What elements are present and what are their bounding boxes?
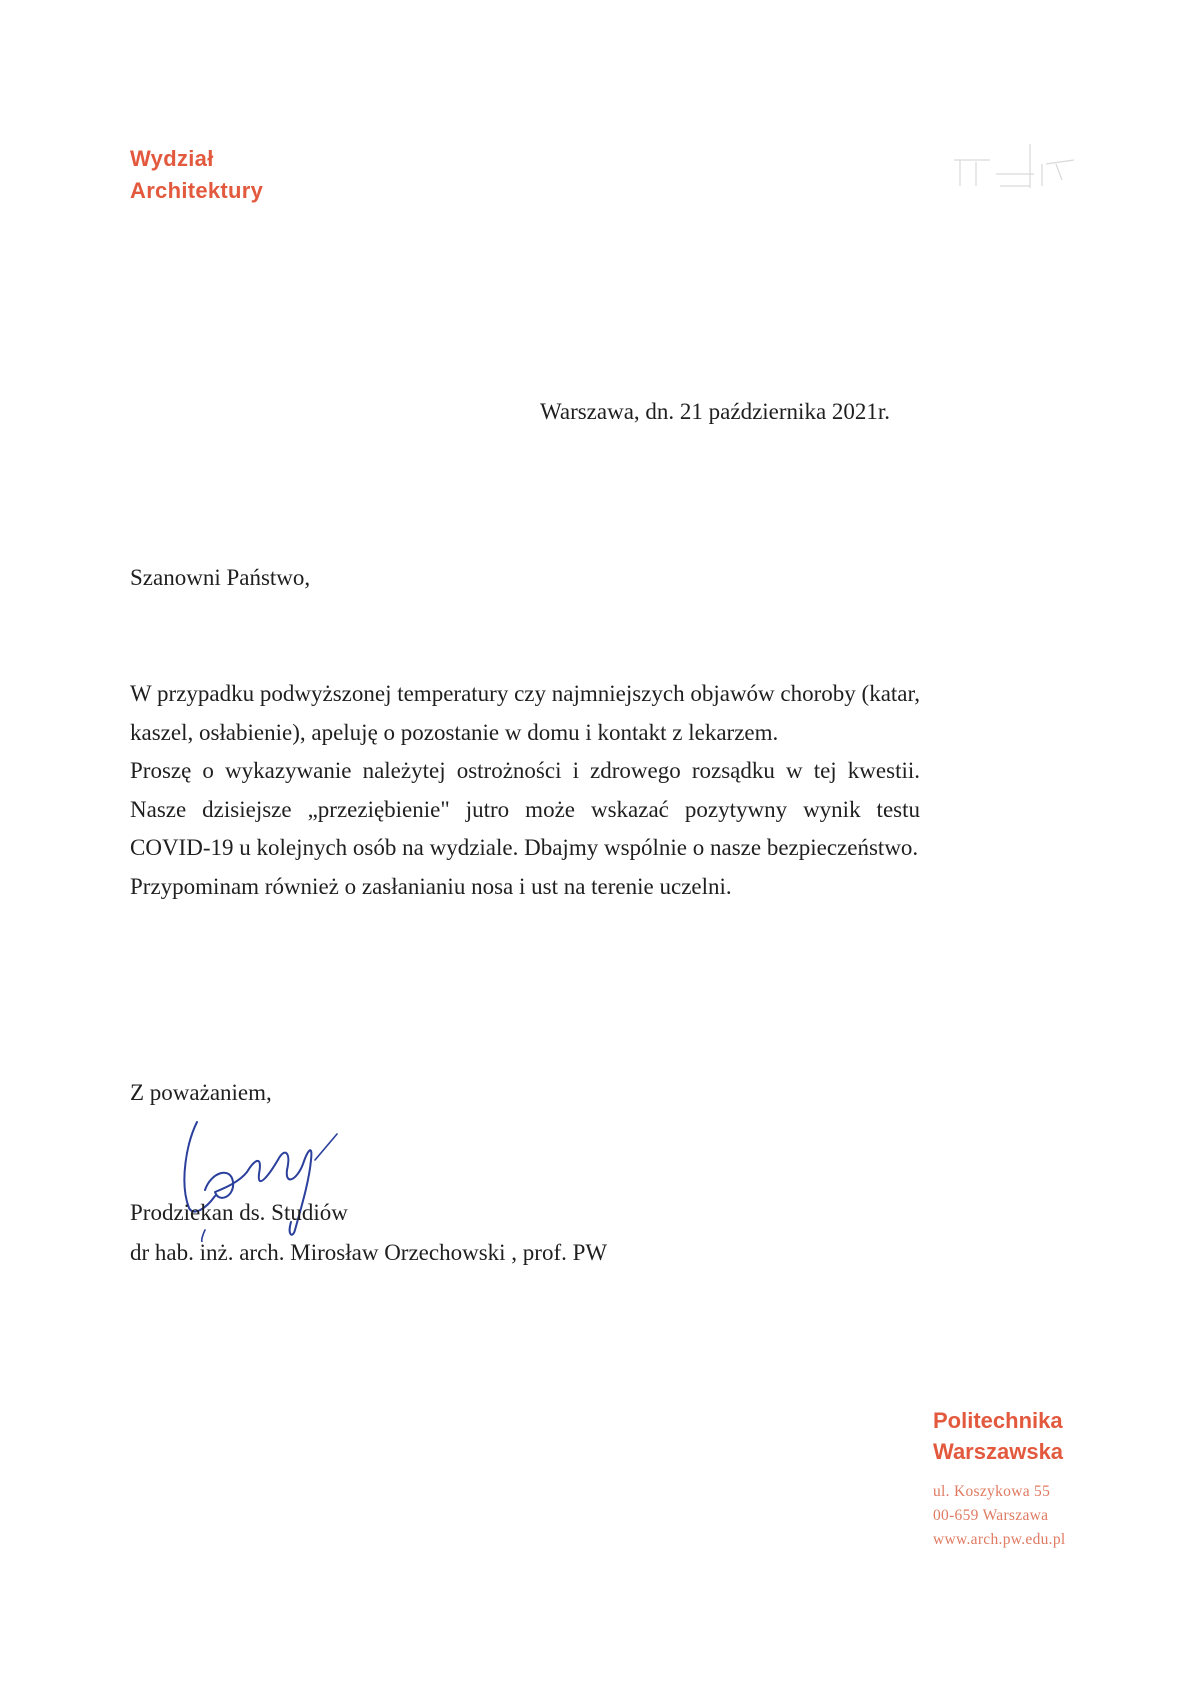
address-city: 00-659 Warszawa — [933, 1507, 1049, 1524]
faded-emblem-icon — [950, 140, 1080, 200]
signer-title: Prodziekan ds. Studiów — [130, 1200, 348, 1225]
body-paragraph-2: Proszę o wykazywanie należytej ostrożności i zdrowego rozsądku w tej kwestii. Nasze dzisiejsze „przeziębienie" jutro może wskazać pozytywny wynik testu COVID-19 u kolejnych osób na wydziale. Dbajmy wspólnie o nasze bezpieczeństwo. — [130, 758, 920, 860]
university-name-line1: Politechnika — [933, 1408, 1063, 1433]
faculty-name-line1: Wydział — [130, 146, 214, 171]
address-street: ul. Koszykowa 55 — [933, 1483, 1051, 1500]
salutation: Szanowni Państwo, — [130, 565, 311, 590]
university-logo — [933, 1405, 1063, 1467]
signer-name: dr hab. inż. arch. Mirosław Orzechowski , prof. PW — [130, 1240, 608, 1265]
body-paragraph-1: W przypadku podwyższonej temperatury czy najmniejszych objawów choroby (katar, kaszel, osłabienie), apeluję o pozostanie w domu i kontakt z lekarzem. — [130, 681, 920, 745]
letter-body — [130, 675, 920, 906]
faculty-logo — [130, 143, 263, 207]
university-name-line2: Warszawska — [933, 1439, 1064, 1464]
closing: Z poważaniem, — [130, 1080, 272, 1105]
body-paragraph-3: Przypominam również o zasłanianiu nosa i ust na terenie uczelni. — [130, 873, 732, 899]
website-link[interactable]: www.arch.pw.edu.pl — [933, 1531, 1066, 1548]
letter-date: Warszawa, dn. 21 października 2021r. — [540, 399, 891, 424]
footer-address — [933, 1480, 1066, 1552]
faculty-name-line2: Architektury — [130, 178, 264, 203]
